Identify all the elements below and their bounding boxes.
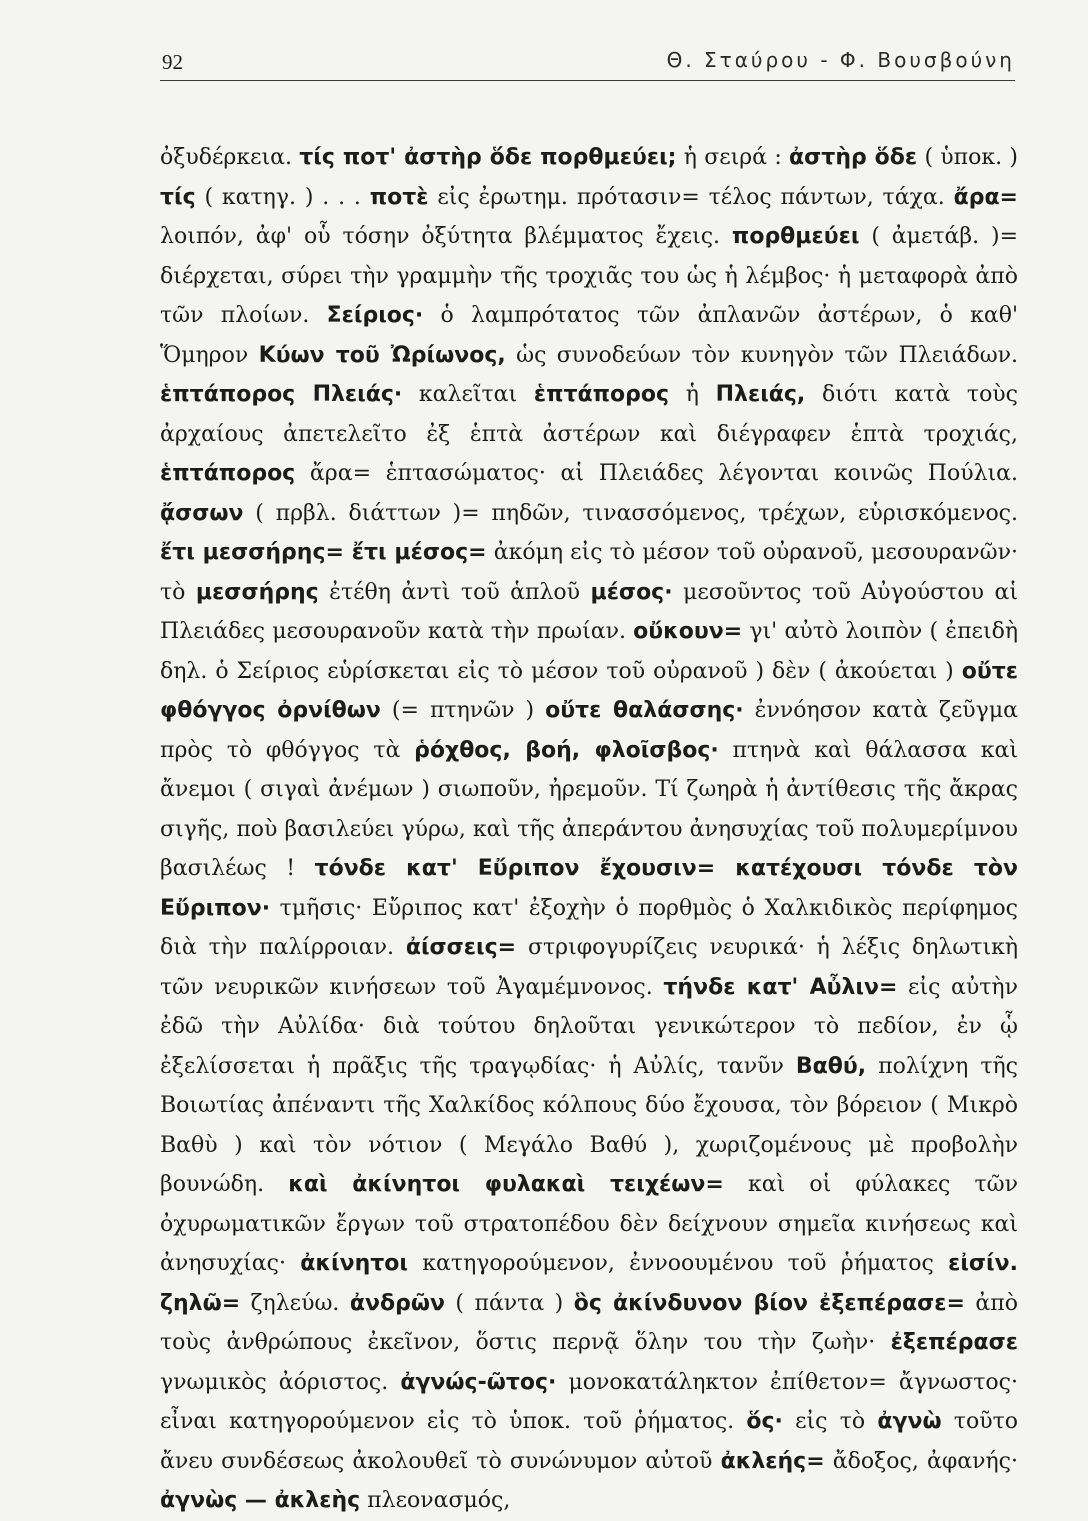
lemma-term: τήνδε κατ' Αὖλιν= — [663, 974, 898, 1000]
lemma-term: Πλειάς, — [715, 382, 806, 407]
lemma-term: Σείριος· — [326, 303, 424, 328]
page-header — [160, 44, 1015, 81]
lemma-term: μέσος· — [590, 579, 673, 605]
commentary-text: γι' αὐτὸ λοιπὸν ( ἐπειδὴ δηλ. ὁ Σείριος εὑρίσκεται εἰς τὸ μέσον τοῦ οὐρανοῦ ) δὲν ( ἀκούεται ) — [160, 619, 1018, 684]
lemma-term: ἀίσσεις= — [405, 935, 517, 960]
commentary-text: μονοκατάληκτον ἐπίθετον= ἄγνωστος· εἶναι κατηγορούμενον εἰς τὸ ὑποκ. τοῦ ῥήματος. — [160, 1369, 1018, 1434]
lemma-term: τίς ποτ' ἀστὴρ ὅδε πορθμεύει; — [299, 145, 677, 170]
lemma-term: ποτὲ — [369, 184, 429, 210]
lemma-term: οὔτε φθόγγος ὀρνίθων — [160, 658, 1018, 723]
commentary-paragraph — [160, 138, 1018, 1521]
commentary-text: πλεονασμός, — [360, 1488, 511, 1513]
commentary-text: ( ὑποκ. ) — [917, 145, 1018, 170]
lemma-term: ἀνδρῶν — [349, 1290, 445, 1316]
page-number: 92 — [162, 50, 183, 74]
lemma-term: ὃς ἀκίνδυνον βίον ἐξεπέρασε= — [573, 1290, 965, 1316]
lemma-term: ῥόχθος, βοή, φλοῖσβος· — [414, 737, 719, 763]
commentary-text: ἐτέθη ἀντὶ τοῦ ἁπλοῦ — [318, 579, 591, 605]
lemma-term: ὅς· — [746, 1409, 783, 1434]
commentary-text: ἡ — [669, 382, 716, 407]
commentary-text: μεσοῦντος τοῦ Αὐγούστου αἱ Πλειάδες μεσουρανοῦν κατὰ τὴν πρωίαν. — [160, 579, 1018, 644]
lemma-term: τίς — [160, 184, 196, 210]
lemma-term: ἀκίνητοι — [300, 1251, 408, 1276]
commentary-text: ( πρβλ. διάττων )= πηδῶν, τινασσόμενος, τρέχων, εὑρισκόμενος. — [243, 500, 1018, 526]
lemma-term: οὔκουν= — [633, 619, 743, 644]
commentary-text: πολίχνη τῆς Βοιωτίας ἀπέναντι τῆς Χαλκίδος κόλπους δύο ἔχουσα, τὸν βόρειον ( Μικρὸ Βαθὺ ) καὶ τὸν νότιον ( Μεγάλο Βαθύ ), χωριζομένους μὲ προβολὴν βουνώδη. — [160, 1053, 1019, 1197]
lemma-term: Βαθύ, — [795, 1053, 867, 1079]
commentary-text: ὀξυδέρκεια. — [160, 145, 300, 170]
commentary-text: ὁ λαμπρότατος τῶν ἀπλανῶν ἀστέρων, ὁ καθ' Ὅμηρον — [160, 303, 1018, 368]
lemma-term: ἀγνώς-ῶτος· — [400, 1369, 557, 1395]
lemma-term: ἔτι μεσσήρης= ἔτι μέσος= — [160, 540, 487, 565]
commentary-text: ἀκόμη εἰς τὸ μέσον τοῦ οὐρανοῦ, μεσουρανῶν· τὸ — [160, 540, 1018, 605]
lemma-term: εἰσίν. ζηλῶ= — [160, 1251, 1018, 1316]
lemma-term: ἀγνὼ — [877, 1409, 942, 1434]
lemma-term: μεσσήρης — [195, 579, 319, 605]
commentary-text: τμῆσις· Εὔριπος κατ' ἐξοχὴν ὁ πορθμὸς ὁ Χαλκιδικὸς περίφημος διὰ τὴν παλίρροιαν. — [160, 895, 1018, 960]
commentary-text: καλεῖται — [402, 382, 534, 407]
commentary-text: εἰς αὐτὴν ἐδῶ τὴν Αὐλίδα· διὰ τούτου δηλοῦται γενικώτερον τὸ πεδίον, ἐν ᾧ ἐξελίσσεται ἡ πρᾶξις τῆς τραγῳδίας· ἡ Αὐλίς, τανῦν — [160, 974, 1018, 1079]
lemma-term: ἑπτάπορος Πλειάς· — [160, 382, 403, 407]
commentary-text: ( κατηγ. ) . . . — [195, 184, 370, 210]
lemma-term: ἀκλεής= — [720, 1448, 825, 1474]
lemma-term: οὔτε θαλάσσης· — [545, 698, 744, 723]
commentary-text: ὡς συνοδεύων τὸν κυνηγὸν τῶν Πλειάδων. — [505, 342, 1019, 368]
lemma-term: ᾄσσων — [160, 500, 244, 526]
commentary-text: διότι κατὰ τοὺς ἀρχαίους ἀπετελεῖτο ἐξ ἑπτὰ ἀστέρων καὶ διέγραφεν ἑπτὰ τροχιάς, — [160, 382, 1019, 447]
commentary-text: εἰς τὸ — [782, 1409, 878, 1434]
commentary-text: τοῦτο ἄνευ συνδέσεως ἀκολουθεῖ τὸ συνώνυμον αὐτοῦ — [160, 1409, 1019, 1474]
commentary-text: ἐννόησον κατὰ ζεῦγμα πρὸς τὸ φθόγγος τὰ — [160, 698, 1018, 763]
lemma-term: ἐξεπέρασε — [890, 1330, 1018, 1355]
lemma-term: ἑπτάπορος — [533, 382, 670, 407]
commentary-text: ἡ σειρά : — [676, 145, 790, 170]
lemma-term: Κύων τοῦ Ὠρίωνος, — [258, 342, 506, 368]
commentary-text: πτηνὰ καὶ θάλασσα καὶ ἄνεμοι ( σιγαὶ ἀνέμων ) σιωποῦν, ἠρεμοῦν. Τί ζωηρὰ ἡ ἀντίθεσις τῆς ἄκρας σιγῆς, ποὺ βασιλεύει γύρω, καὶ τῆς ἀπεράντου ἀνησυχίας τοῦ πολυμερίμνου βασιλέως ! — [160, 737, 1018, 881]
commentary-text: ( ἀμετάβ. )= διέρχεται, σύρει τὴν γραμμὴν τῆς τροχιᾶς του ὡς ἡ λέμβος· ἡ μεταφορὰ ἀπὸ τῶν πλοίων. — [160, 224, 1019, 328]
lemma-term: καὶ ἀκίνητοι φυλακαὶ τειχέων= — [288, 1172, 724, 1197]
lemma-term: ἀγνὼς — ἀκλεὴς — [160, 1488, 361, 1513]
lemma-term: πορθμεύει — [731, 224, 860, 249]
running-head: Θ. Σταύρου - Φ. Βουσβούνη — [666, 48, 1015, 72]
commentary-text: ἄδοξος, ἀφανής· — [824, 1448, 1018, 1474]
commentary-text: γνωμικὸς ἀόριστος. — [160, 1369, 401, 1395]
commentary-text: ( πάντα ) — [444, 1290, 574, 1316]
lemma-term: ἀστὴρ ὅδε — [789, 145, 918, 170]
commentary-text: ἄρα= ἑπτασώματος· αἱ Πλειάδες λέγονται κοινῶς Πούλια. — [295, 461, 1018, 486]
lemma-term: ἑπτάπορος — [160, 461, 296, 486]
commentary-text: λοιπόν, ἀφ' οὗ τόσην ὀξύτητα βλέμματος ἔχεις. — [160, 224, 732, 249]
commentary-text: ἀπὸ τοὺς ἀνθρώπους ἐκεῖνον, ὅστις περνᾷ ὅλην του τὴν ζωὴν· — [160, 1290, 1018, 1355]
lemma-term: ἄρα= — [953, 184, 1018, 210]
commentary-text: ζηλεύω. — [240, 1290, 350, 1316]
lemma-term: τόνδε κατ' Εὔριπον ἔχουσιν= κατέχουσι τόνδε τὸν Εὔριπον· — [160, 856, 1018, 921]
commentary-text: κατηγορούμενον, ἐννοουμένου τοῦ ῥήματος — [407, 1251, 949, 1276]
commentary-text: στριφογυρίζεις νευρικά· ἡ λέξις δηλωτικὴ τῶν νευρικῶν κινήσεων τοῦ Ἀγαμέμνονος. — [160, 935, 1019, 1000]
commentary-text: εἰς ἐρωτημ. πρότασιν= τέλος πάντων, τάχα. — [428, 184, 954, 210]
commentary-text: (= πτηνῶν ) — [380, 698, 546, 723]
commentary-text: καὶ οἱ φύλακες τῶν ὀχυρωματικῶν ἔργων τοῦ στρατοπέδου δὲν δείχνουν σημεῖα κινήσεως καὶ ἀνησυχίας· — [160, 1172, 1018, 1276]
